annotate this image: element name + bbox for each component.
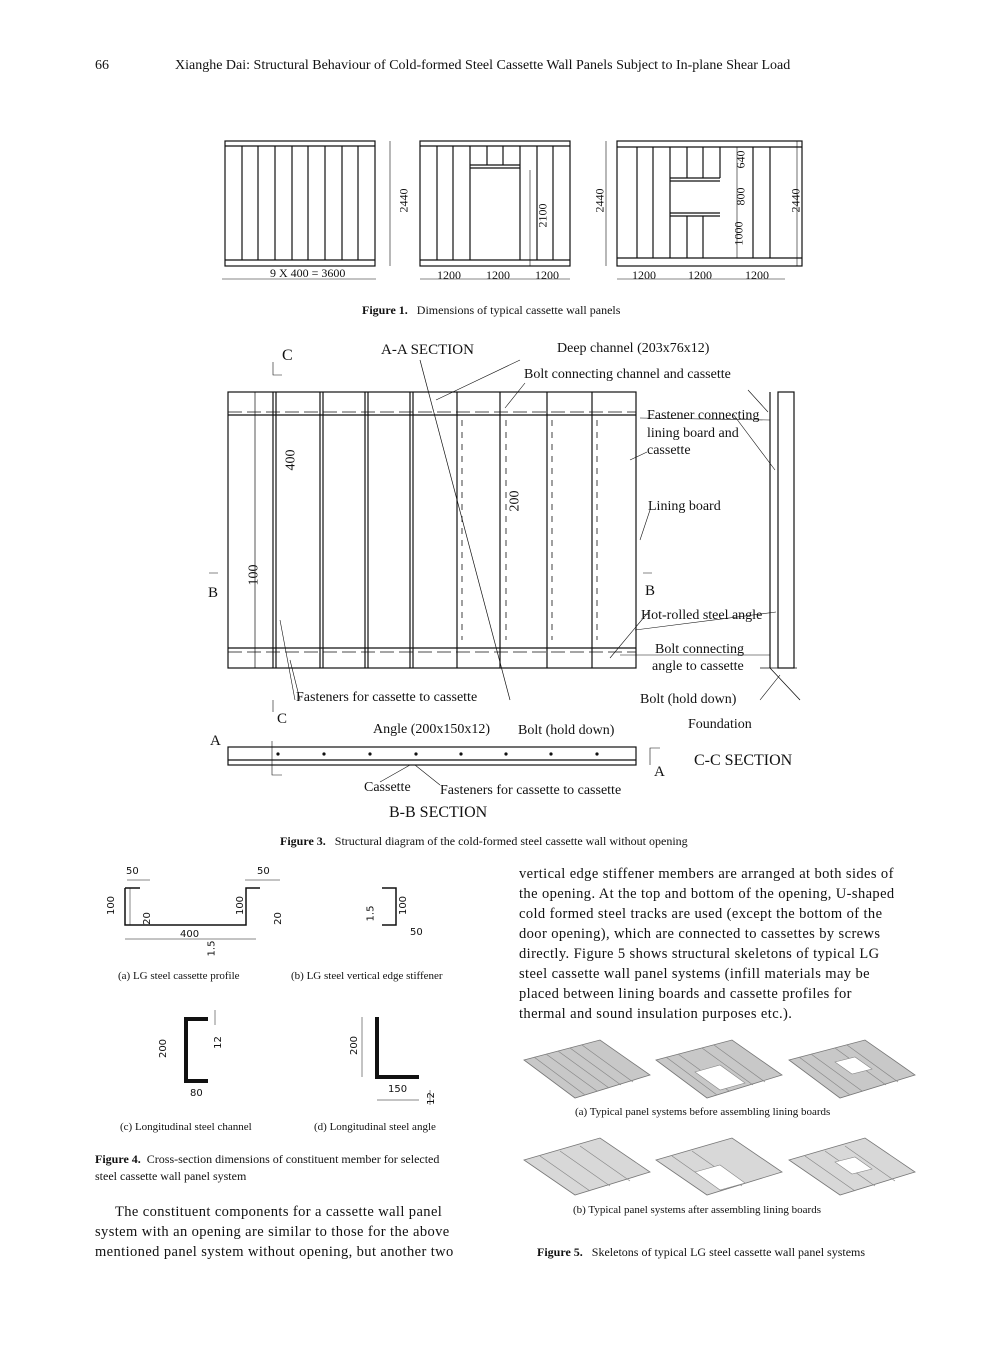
caption-label: Figure 3. [280,834,326,848]
dim-1200: 1200 [437,268,461,282]
dim-a-20-right: 20 [272,912,284,925]
dim-b-50: 50 [410,927,423,938]
dim-1200: 1200 [745,268,769,282]
caption-label: Figure 4. [95,1152,141,1166]
dim-1200: 1200 [486,268,510,282]
subcaption-a: (a) LG steel cassette profile [118,970,240,982]
dim-c-200: 200 [158,1038,170,1059]
dim-1200: 1200 [535,268,559,282]
text-line: directly. Figure 5 shows structural skeletons of typical LG [519,946,880,962]
dim-200: 200 [507,490,523,512]
label-a-right: A [654,764,665,780]
dim-100: 100 [246,564,262,586]
caption-text: Structural diagram of the cold-formed steel cassette wall without opening [334,834,688,848]
label-aa-section: A-A SECTION [381,342,474,358]
dim-2100: 2100 [535,203,550,228]
label-bolt-angle-2: angle to cassette [652,659,744,674]
dim-3600: 9 X 400 = 3600 [270,266,346,280]
subcaption-5a: (a) Typical panel systems before assembling lining boards [575,1106,831,1118]
caption-label: Figure 5. [537,1245,583,1259]
label-b-left: B [208,585,219,601]
dim-a-20-left: 20 [141,912,153,925]
dim-c-12: 12 [212,1036,224,1049]
text-line: vertical edge stiffener members are arranged at both sides of [519,866,894,882]
dim-d-12: 12 [425,1092,437,1105]
label-bolt-angle: Bolt connecting [655,642,745,657]
caption-text: Dimensions of typical cassette wall panels [416,303,621,317]
label-c-top: C [282,347,293,364]
caption-text: Cross-section dimensions of constituent member for selected [146,1152,440,1166]
dim-a-50-right: 50 [257,866,270,877]
label-b-right: B [645,583,656,599]
label-lining-board: Lining board [648,499,721,514]
dim-1200: 1200 [688,268,712,282]
text-line: thermal and sound insulation purposes etc.). [519,1006,793,1022]
label-hot-rolled: Hot-rolled steel angle [641,608,763,623]
label-a-left: A [210,733,221,749]
text-line: door opening), which are connected to cassettes by screws [519,926,881,942]
caption-text: Skeletons of typical LG steel cassette wall panel systems [591,1245,866,1259]
text-line: the opening. At the top and bottom of the opening, U-shaped [519,886,895,902]
dim-a-50-left: 50 [126,866,139,877]
page-number: 66 [95,58,109,73]
label-bolt-hold-2: Bolt (hold down) [518,723,615,738]
subcaption-d: (d) Longitudinal steel angle [314,1121,436,1133]
label-foundation: Foundation [688,717,752,732]
dim-a-100-left: 100 [106,895,118,916]
dim-b-100: 100 [398,895,410,916]
label-fastener-lining-3: cassette [647,443,691,458]
text-line: mentioned panel system without opening, but another two [95,1244,454,1260]
label-bolt-hold: Bolt (hold down) [640,692,737,707]
label-deep-channel: Deep channel (203x76x12) [557,341,710,356]
label-fasteners-cc-2: Fasteners for cassette to cassette [440,783,622,798]
dim-800: 800 [733,187,748,206]
text-line: placed between lining boards and cassette profiles for [519,986,852,1002]
dim-1200: 1200 [632,268,656,282]
dim-2440-b: 2440 [592,188,607,213]
caption-text-2: steel cassette wall panel system [95,1169,247,1183]
dim-400: 400 [283,449,299,471]
subcaption-b: (b) LG steel vertical edge stiffener [291,970,443,982]
dim-a-1-5: 1.5 [206,940,218,957]
subcaption-c: (c) Longitudinal steel channel [120,1121,252,1133]
text-line: The constituent components for a cassette wall panel [115,1204,443,1220]
caption-label: Figure 1. [362,303,408,317]
label-cc-section: C-C SECTION [694,752,793,769]
dim-b-1-5: 1.5 [365,905,377,922]
dim-640: 640 [733,150,748,169]
text-line: system with an opening are similar to those for the above [95,1224,450,1240]
running-title: Xianghe Dai: Structural Behaviour of Cold-formed Steel Cassette Wall Panels Subject to In-plane Shear Load [175,58,791,73]
figure-5-caption [537,1245,865,1260]
text-line: steel cassette wall panel systems (infill materials may be [519,966,870,982]
dim-2440-a: 2440 [396,188,411,213]
dim-2440-c: 2440 [788,188,803,213]
label-bolt-channel: Bolt connecting channel and cassette [524,367,731,382]
label-fastener-lining-2: lining board and [647,426,739,441]
label-cassette: Cassette [364,780,411,795]
label-angle: Angle (200x150x12) [373,722,491,737]
panel-plain [524,1138,650,1195]
label-bb-section: B-B SECTION [389,804,488,821]
subcaption-5b: (b) Typical panel systems after assembling lining boards [573,1204,821,1216]
label-fasteners-cc: Fasteners for cassette to cassette [296,690,478,705]
dim-1000: 1000 [731,221,746,246]
dim-d-200: 200 [349,1035,361,1056]
label-fastener-lining: Fastener connecting [647,408,760,423]
dim-a-100-right: 100 [235,895,247,916]
label-c-bottom: C [277,711,288,727]
text-line: cold formed steel tracks are used (except the bottom of the [519,906,883,922]
dim-c-80: 80 [190,1088,203,1099]
dim-d-150: 150 [388,1084,408,1095]
dim-a-400: 400 [180,929,200,940]
